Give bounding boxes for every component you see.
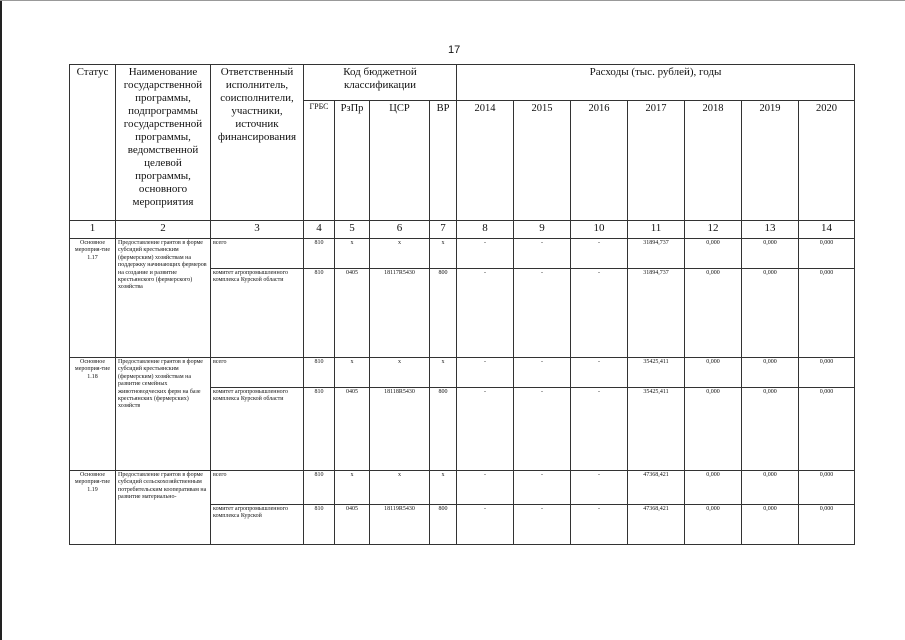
cell-grbs: 810: [304, 505, 335, 545]
cell-csr: х: [370, 239, 430, 269]
cell-2014: -: [457, 269, 514, 358]
header-rzpr: РзПр: [335, 101, 370, 221]
table-row: [70, 358, 855, 388]
cell-2020: 0,000: [799, 269, 855, 358]
cell-csr: х: [370, 471, 430, 505]
row-responsible: комитет агропромышленного комплекса Курской области: [211, 388, 304, 471]
cell-2016: -: [571, 471, 628, 505]
cell-2014: -: [457, 388, 514, 471]
cell-csr: 18117R5430: [370, 269, 430, 358]
header-vr: ВР: [430, 101, 457, 221]
column-number: 6: [370, 221, 430, 239]
table-row: [70, 471, 855, 505]
column-number: 5: [335, 221, 370, 239]
header-year: 2014: [457, 101, 514, 221]
cell-grbs: 810: [304, 239, 335, 269]
cell-2014: -: [457, 239, 514, 269]
header-year: 2019: [742, 101, 799, 221]
cell-csr: 18119R5430: [370, 505, 430, 545]
cell-rzpr: 0405: [335, 269, 370, 358]
cell-2019: 0,000: [742, 269, 799, 358]
header-status: Статус: [70, 65, 116, 221]
cell-rzpr: х: [335, 239, 370, 269]
cell-2017: 31894,737: [628, 239, 685, 269]
header-year: 2020: [799, 101, 855, 221]
cell-rzpr: 0405: [335, 388, 370, 471]
cell-2017: 35425,411: [628, 358, 685, 388]
cell-2014: -: [457, 471, 514, 505]
column-number: 1: [70, 221, 116, 239]
cell-2016: -: [571, 239, 628, 269]
cell-vr: х: [430, 358, 457, 388]
cell-2016: -: [571, 358, 628, 388]
cell-grbs: 810: [304, 388, 335, 471]
cell-2014: -: [457, 358, 514, 388]
row-responsible: всего: [211, 239, 304, 269]
cell-2015: -: [514, 505, 571, 545]
header-budget-code: Код бюджетной классификации: [304, 65, 457, 101]
cell-2016: -: [571, 269, 628, 358]
cell-grbs: 810: [304, 358, 335, 388]
header-responsible: Ответственный исполнитель, соисполнители, участники, источник финансирования: [211, 65, 304, 221]
row-responsible: комитет агропромышленного комплекса Курской: [211, 505, 304, 545]
cell-2018: 0,000: [685, 505, 742, 545]
cell-2017: 31894,737: [628, 269, 685, 358]
cell-rzpr: 0405: [335, 505, 370, 545]
table-header: [70, 65, 855, 239]
header-grbs: ГРБС: [304, 101, 335, 221]
row-name: Предоставление грантов в форме субсидий сельскохозяйственным потребительским кооперативам на развитие материально-: [116, 471, 211, 545]
row-responsible: комитет агропромышленного комплекса Курской области: [211, 269, 304, 358]
column-number: 13: [742, 221, 799, 239]
cell-vr: х: [430, 239, 457, 269]
cell-rzpr: х: [335, 358, 370, 388]
column-number: 3: [211, 221, 304, 239]
header-year: 2015: [514, 101, 571, 221]
header-year: 2018: [685, 101, 742, 221]
cell-2020: 0,000: [799, 358, 855, 388]
row-status: Основное мероприя-тие 1.18: [70, 358, 116, 471]
cell-csr: 18118R5430: [370, 388, 430, 471]
cell-2020: 0,000: [799, 239, 855, 269]
cell-2015: -: [514, 358, 571, 388]
header-expenses: Расходы (тыс. рублей), годы: [457, 65, 855, 101]
cell-2018: 0,000: [685, 388, 742, 471]
cell-2019: 0,000: [742, 388, 799, 471]
column-number: 14: [799, 221, 855, 239]
cell-2020: 0,000: [799, 505, 855, 545]
column-number: 8: [457, 221, 514, 239]
cell-rzpr: х: [335, 471, 370, 505]
budget-table: [69, 64, 855, 545]
cell-2015: -: [514, 388, 571, 471]
cell-2015: -: [514, 239, 571, 269]
header-csr: ЦСР: [370, 101, 430, 221]
cell-grbs: 810: [304, 269, 335, 358]
column-numbers-row: [70, 221, 855, 239]
cell-2017: 47368,421: [628, 471, 685, 505]
cell-2016: -: [571, 388, 628, 471]
cell-2020: 0,000: [799, 471, 855, 505]
column-number: 7: [430, 221, 457, 239]
cell-vr: 800: [430, 269, 457, 358]
cell-2017: 35425,411: [628, 388, 685, 471]
cell-2019: 0,000: [742, 239, 799, 269]
cell-2019: 0,000: [742, 505, 799, 545]
cell-csr: х: [370, 358, 430, 388]
table-row: [70, 239, 855, 269]
page-left-edge: [0, 0, 2, 640]
cell-grbs: 810: [304, 471, 335, 505]
header-year: 2017: [628, 101, 685, 221]
column-number: 9: [514, 221, 571, 239]
column-number: 10: [571, 221, 628, 239]
row-status: Основное мероприя-тие 1.19: [70, 471, 116, 545]
cell-vr: 800: [430, 505, 457, 545]
column-number: 12: [685, 221, 742, 239]
cell-2018: 0,000: [685, 358, 742, 388]
page-top-edge: [0, 0, 905, 1]
cell-2018: 0,000: [685, 471, 742, 505]
table-body: [70, 239, 855, 545]
cell-2018: 0,000: [685, 269, 742, 358]
header-year: 2016: [571, 101, 628, 221]
cell-2017: 47368,421: [628, 505, 685, 545]
cell-2016: -: [571, 505, 628, 545]
cell-2019: 0,000: [742, 471, 799, 505]
row-name: Предоставление грантов в форме субсидий крестьянским (фермерским) хозяйствам на развитие семейных животноводческих ферм на базе крестьянских (фермерских) хозяйств: [116, 358, 211, 471]
page-number: 17: [448, 44, 461, 56]
cell-vr: х: [430, 471, 457, 505]
row-responsible: всего: [211, 358, 304, 388]
cell-2015: -: [514, 269, 571, 358]
column-number: 2: [116, 221, 211, 239]
column-number: 4: [304, 221, 335, 239]
row-name: Предоставление грантов в форме субсидий крестьянским (фермерским) хозяйствам на поддержку начинающих фермеров на создание и развитие крестьянского (фермерского) хозяйства: [116, 239, 211, 358]
header-name: Наименование государственной программы, подпрограммы государственной программы, ведомственной целевой программы, основного мероприятия: [116, 65, 211, 221]
cell-2019: 0,000: [742, 358, 799, 388]
column-number: 11: [628, 221, 685, 239]
cell-vr: 800: [430, 388, 457, 471]
row-responsible: всего: [211, 471, 304, 505]
cell-2014: -: [457, 505, 514, 545]
cell-2018: 0,000: [685, 239, 742, 269]
row-status: Основное мероприя-тие 1.17: [70, 239, 116, 358]
cell-2020: 0,000: [799, 388, 855, 471]
cell-2015: -: [514, 471, 571, 505]
